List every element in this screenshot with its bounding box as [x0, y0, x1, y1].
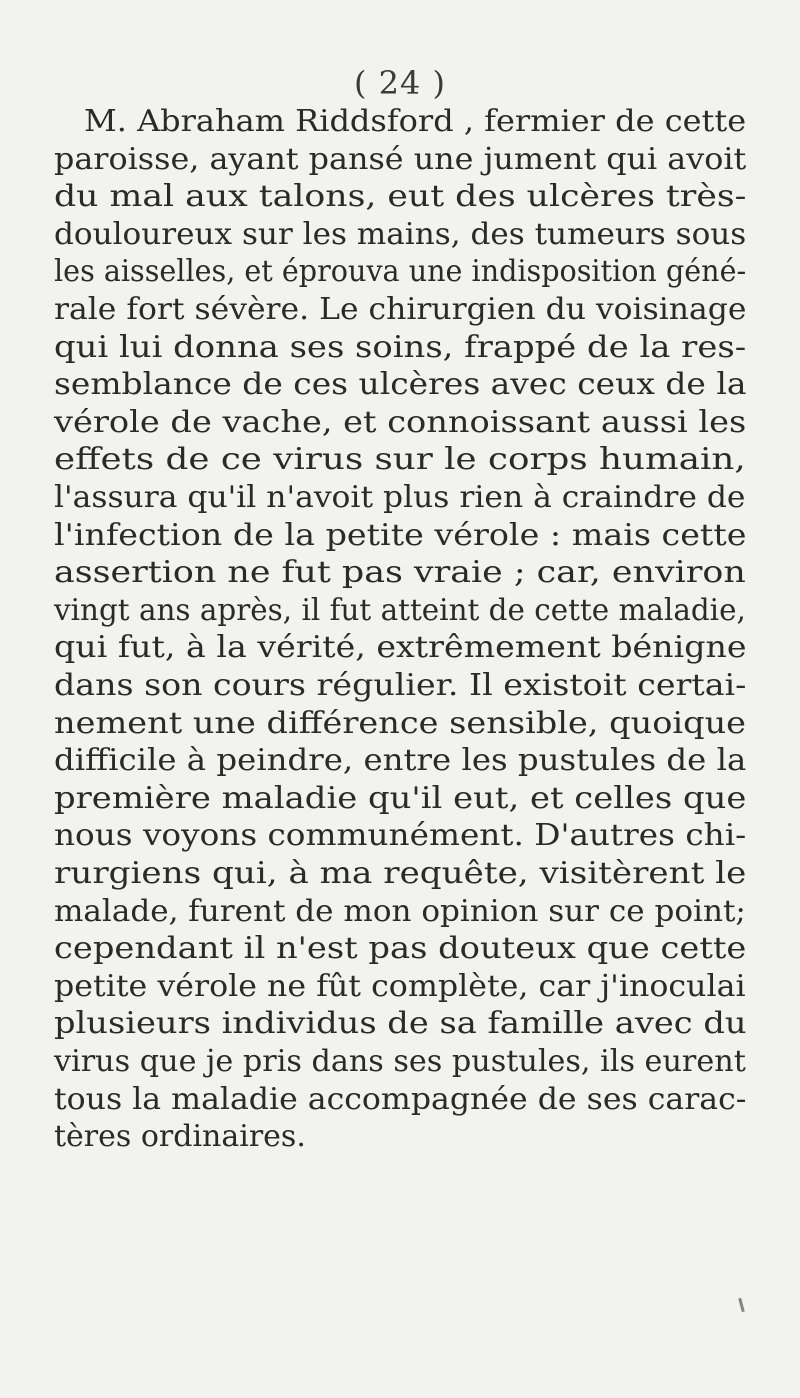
ink-mark [738, 1298, 745, 1312]
text-line: dans son cours régulier. Il existoit certai- [54, 668, 747, 703]
text-line: paroisse, ayant pansé une jument qui avoit [54, 141, 747, 177]
text-line: nement une différence sensible, quoique [54, 705, 747, 741]
text-line: rurgiens qui, à ma requête, visitèrent le [54, 856, 747, 891]
text-line: l'infection de la petite vérole : mais cette [54, 517, 747, 553]
text-line: M. Abraham Riddsford , fermier de cette [84, 104, 747, 139]
text-line: tous la maladie accompagnée de ses carac- [54, 1081, 747, 1117]
text-line: qui lui donna ses soins, frappé de la res- [54, 329, 747, 365]
text-line: difficile à peindre, entre les pustules de la [54, 743, 747, 779]
text-line: les aisselles, et éprouva une indisposition géné- [54, 254, 747, 290]
text-line: l'assura qu'il n'avoit plus rien à craindre de [54, 480, 746, 515]
text-line: plusieurs individus de sa famille avec du [54, 1006, 747, 1042]
text-line: assertion ne fut pas vraie ; car, environ [54, 555, 746, 591]
text-line: douloureux sur les mains, des tumeurs sous [54, 216, 747, 252]
text-line: vérole de vache, et connoissant aussi les [54, 404, 747, 440]
text-line: semblance de ces ulcères avec ceux de la [54, 367, 747, 403]
text-line: virus que je pris dans ses pustules, ils eurent [54, 1044, 746, 1079]
page-number: ( 24 ) [353, 64, 447, 102]
text-line: vingt ans après, il fut atteint de cette maladie, [54, 592, 746, 628]
text-line: du mal aux talons, eut des ulcères très- [54, 179, 747, 215]
text-line: première maladie qu'il eut, et celles que [54, 780, 747, 816]
text-line: malade, furent de mon opinion sur ce point; [54, 893, 746, 929]
text-line: petite vérole ne fût complète, car j'inoculai [54, 968, 746, 1004]
text-line: cependant il n'est pas douteux que cette [54, 931, 747, 967]
text-line: qui fut, à la vérité, extrêmement bénigne [54, 630, 747, 666]
text-line: effets de ce virus sur le corps humain, [54, 442, 746, 478]
text-line: tères ordinaires. [54, 1119, 306, 1155]
text-line: rale fort sévère. Le chirurgien du voisinage [54, 292, 747, 327]
text-line: nous voyons communément. D'autres chi- [54, 818, 747, 854]
